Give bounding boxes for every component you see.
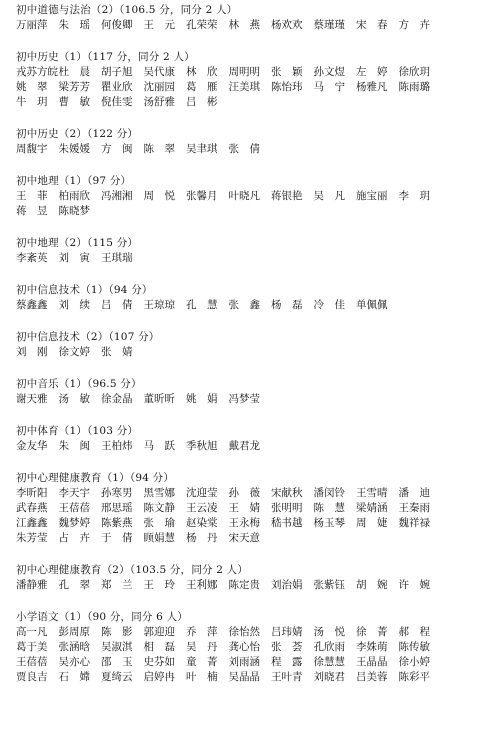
candidate-name: 刘 续 <box>58 299 90 311</box>
candidate-name: 单佩佩 <box>356 299 388 311</box>
candidate-name: 张紫钰 <box>313 579 345 591</box>
name-row <box>16 625 472 640</box>
section-heading: 初中体育（1）（103 分） <box>16 425 139 437</box>
candidate-name: 武春燕 <box>16 502 48 514</box>
candidate-name: 吕 倩 <box>101 299 133 311</box>
candidate-name: 戎苏方皖 <box>16 66 58 78</box>
candidate-name: 赵染棠 <box>186 517 218 529</box>
score-section <box>16 377 472 407</box>
section-heading: 小学语文（1）（90 分，同分 6 人） <box>16 611 188 623</box>
name-list <box>16 251 472 266</box>
candidate-name: 施宝丽 <box>356 190 388 202</box>
candidate-name: 陈 影 <box>101 626 133 638</box>
candidate-name: 吴淑淇 <box>101 641 133 653</box>
candidate-name: 杨 磊 <box>271 299 303 311</box>
candidate-name: 蒋 昱 <box>16 205 48 217</box>
candidate-name: 何俊卿 <box>101 19 133 31</box>
candidate-name: 徐文婷 <box>58 346 90 358</box>
candidate-name: 杨雅凡 <box>356 81 388 93</box>
candidate-name: 童 菁 <box>186 656 218 668</box>
candidate-name: 王 婧 <box>228 502 260 514</box>
candidate-name: 王云凌 <box>186 502 218 514</box>
candidate-name: 方 闽 <box>101 143 133 155</box>
score-section <box>16 471 472 546</box>
candidate-name: 周 婕 <box>356 517 388 529</box>
name-row <box>16 655 472 670</box>
candidate-name: 李昕阳 <box>16 487 48 499</box>
candidate-name: 葛于美 <box>16 641 48 653</box>
candidate-name: 瞿业欣 <box>101 81 133 93</box>
score-section <box>16 236 472 266</box>
candidate-name: 吴聿琪 <box>186 143 218 155</box>
candidate-name: 魏祥禄 <box>398 517 430 529</box>
candidate-name: 冷 佳 <box>313 299 345 311</box>
candidate-name: 于 倩 <box>101 532 133 544</box>
candidate-name: 陈彩平 <box>398 671 430 683</box>
candidate-name: 王琪瑞 <box>101 252 133 264</box>
name-row <box>16 439 472 454</box>
name-row <box>16 501 472 516</box>
candidate-name: 孙寒男 <box>101 487 133 499</box>
candidate-name: 启婷冉 <box>143 671 175 683</box>
candidate-name: 陈晓梦 <box>58 205 90 217</box>
score-section <box>16 283 472 313</box>
candidate-name: 李姝萌 <box>356 641 388 653</box>
candidate-name: 吴晶晶 <box>228 671 260 683</box>
candidate-name: 陈定贵 <box>228 579 260 591</box>
name-row <box>16 578 472 593</box>
candidate-name: 李天宇 <box>58 487 90 499</box>
candidate-name: 张馨月 <box>186 190 218 202</box>
name-list <box>16 578 472 593</box>
candidate-name: 宋天意 <box>228 532 260 544</box>
name-row <box>16 189 472 204</box>
candidate-name: 王 元 <box>143 19 175 31</box>
candidate-name: 潘静雅 <box>16 579 48 591</box>
candidate-name: 王蓓蓓 <box>16 656 48 668</box>
candidate-name: 左 婷 <box>356 66 388 78</box>
name-list <box>16 298 472 313</box>
candidate-name: 倪佳雯 <box>101 96 133 108</box>
candidate-name: 董昕昕 <box>143 393 175 405</box>
candidate-name: 胡 婉 <box>356 579 388 591</box>
score-section <box>16 424 472 454</box>
candidate-name: 蔡瑾瑾 <box>313 19 345 31</box>
candidate-name: 张 荟 <box>271 641 303 653</box>
candidate-name: 杨玉琴 <box>313 517 345 529</box>
candidate-name: 汤 悦 <box>313 626 345 638</box>
candidate-name: 孔 翠 <box>58 579 90 591</box>
candidate-name: 贾良吉 <box>16 671 48 683</box>
section-heading: 初中地理（2）（115 分） <box>16 237 139 249</box>
name-row <box>16 516 472 531</box>
candidate-name: 朱芳莹 <box>16 532 48 544</box>
candidate-name: 马 宁 <box>313 81 345 93</box>
candidate-name: 沈丽园 <box>143 81 175 93</box>
candidate-name: 刘雨涵 <box>228 656 260 668</box>
candidate-name: 孙文煜 <box>313 66 345 78</box>
candidate-name: 邢思瑶 <box>101 502 133 514</box>
section-heading: 初中道德与法治（2）（106.5 分，同分 2 人） <box>16 4 238 16</box>
name-list <box>16 486 472 546</box>
candidate-name: 朱 闽 <box>58 440 90 452</box>
candidate-name: 黑雪娜 <box>143 487 175 499</box>
candidate-name: 方 卉 <box>398 19 430 31</box>
candidate-name: 乔 萍 <box>186 626 218 638</box>
candidate-name: 刘 寅 <box>58 252 90 264</box>
candidate-name: 姚 娟 <box>186 393 218 405</box>
section-heading: 初中心理健康教育（1）（94 分） <box>16 472 175 484</box>
candidate-name: 戴君龙 <box>228 440 260 452</box>
candidate-name: 汤舒雅 <box>143 96 175 108</box>
candidate-name: 刘晓君 <box>313 671 345 683</box>
candidate-name: 邵 玉 <box>101 656 133 668</box>
candidate-name: 汤 敏 <box>58 393 90 405</box>
candidate-name: 王柏炜 <box>101 440 133 452</box>
candidate-name: 吴 凡 <box>313 190 345 202</box>
name-row <box>16 142 472 157</box>
candidate-name: 石 嫦 <box>58 671 90 683</box>
candidate-name: 刘治娟 <box>271 579 303 591</box>
section-heading: 初中历史（2）（122 分） <box>16 128 139 140</box>
candidate-name: 沈迎莹 <box>186 487 218 499</box>
candidate-name: 周馥宇 <box>16 143 48 155</box>
candidate-name: 吴亦心 <box>58 656 90 668</box>
candidate-name: 王琼琼 <box>143 299 175 311</box>
name-row <box>16 392 472 407</box>
candidate-name: 曹 敏 <box>58 96 90 108</box>
candidate-name: 孔荣荣 <box>186 19 218 31</box>
candidate-name: 张明明 <box>271 502 303 514</box>
name-list <box>16 65 472 110</box>
score-section <box>16 3 472 33</box>
candidate-name: 宋献秋 <box>271 487 303 499</box>
candidate-name: 周明明 <box>228 66 260 78</box>
candidate-name: 吕美蓉 <box>356 671 388 683</box>
candidate-name: 孙 薇 <box>228 487 260 499</box>
candidate-name: 宋 春 <box>356 19 388 31</box>
candidate-name: 林 欣 <box>186 66 218 78</box>
candidate-name: 陈传敏 <box>398 641 430 653</box>
candidate-name: 冯梦莹 <box>228 393 260 405</box>
candidate-name: 周 悦 <box>143 190 175 202</box>
candidate-name: 陈紫燕 <box>101 517 133 529</box>
candidate-name: 占 卉 <box>58 532 90 544</box>
candidate-name: 彭周原 <box>58 626 90 638</box>
name-list <box>16 625 472 685</box>
candidate-name: 李 玥 <box>398 190 430 202</box>
candidate-name: 朱媛媛 <box>58 143 90 155</box>
candidate-name: 王永梅 <box>228 517 260 529</box>
name-list <box>16 189 472 219</box>
candidate-name: 许 婉 <box>398 579 430 591</box>
candidate-name: 张 鑫 <box>228 299 260 311</box>
name-row <box>16 80 472 95</box>
candidate-name: 王蓓蓓 <box>58 502 90 514</box>
candidate-name: 吴 丹 <box>186 641 218 653</box>
score-section <box>16 50 472 110</box>
candidate-name: 柏雨欣 <box>58 190 90 202</box>
candidate-name: 王叶青 <box>271 671 303 683</box>
name-list <box>16 142 472 157</box>
candidate-name: 叶晓凡 <box>228 190 260 202</box>
candidate-name: 梁芳芳 <box>58 81 90 93</box>
candidate-name: 徐欣玥 <box>398 66 430 78</box>
candidate-name: 江鑫鑫 <box>16 517 48 529</box>
candidate-name: 张 婧 <box>101 346 133 358</box>
candidate-name: 杨 丹 <box>186 532 218 544</box>
candidate-name: 杨欢欢 <box>271 19 303 31</box>
candidate-name: 金友华 <box>16 440 48 452</box>
section-heading: 初中历史（1）（117 分，同分 2 人） <box>16 51 195 63</box>
name-list <box>16 439 472 454</box>
candidate-name: 季秋旭 <box>186 440 218 452</box>
candidate-name: 王利娜 <box>186 579 218 591</box>
candidate-name: 张 瑜 <box>143 517 175 529</box>
name-list <box>16 345 472 360</box>
name-row <box>16 18 472 33</box>
name-row <box>16 640 472 655</box>
candidate-name: 吕 彬 <box>186 96 218 108</box>
score-section <box>16 610 472 685</box>
candidate-name: 潘闵铃 <box>313 487 345 499</box>
score-section <box>16 563 472 593</box>
candidate-name: 李紊英 <box>16 252 48 264</box>
candidate-name: 陈 翠 <box>143 143 175 155</box>
candidate-name: 王雪晴 <box>356 487 388 499</box>
candidate-name: 陈文静 <box>143 502 175 514</box>
score-section <box>16 127 472 157</box>
section-heading: 初中地理（1）（97 分） <box>16 175 132 187</box>
name-row <box>16 670 472 685</box>
candidate-name: 王 玲 <box>143 579 175 591</box>
name-row <box>16 298 472 313</box>
candidate-name: 林 燕 <box>228 19 260 31</box>
candidate-name: 叶 楠 <box>186 671 218 683</box>
candidate-name: 龚心怡 <box>228 641 260 653</box>
candidate-name: 王秦雨 <box>398 502 430 514</box>
candidate-name: 胡子旭 <box>101 66 133 78</box>
candidate-name: 葛 雁 <box>186 81 218 93</box>
candidate-name: 顾娟慧 <box>143 532 175 544</box>
candidate-name: 郑 兰 <box>101 579 133 591</box>
candidate-name: 刘 刚 <box>16 346 48 358</box>
section-heading: 初中信息技术（1）（94 分） <box>16 284 153 296</box>
name-row <box>16 95 472 110</box>
section-heading: 初中信息技术（2）（107 分） <box>16 331 160 343</box>
candidate-name: 高一凡 <box>16 626 48 638</box>
name-list <box>16 18 472 33</box>
candidate-name: 陈 慧 <box>313 502 345 514</box>
candidate-name: 陈雨璐 <box>398 81 430 93</box>
candidate-name: 张 倩 <box>228 143 260 155</box>
name-row <box>16 531 472 546</box>
section-heading: 初中心理健康教育（2）（103.5 分，同分 2 人） <box>16 564 249 576</box>
candidate-name: 魏梦婷 <box>58 517 90 529</box>
candidate-name: 王 菲 <box>16 190 48 202</box>
section-heading: 初中音乐（1）（96.5 分） <box>16 378 142 390</box>
candidate-name: 嵇书越 <box>271 517 303 529</box>
name-row <box>16 65 472 80</box>
candidate-name: 梁婧涵 <box>356 502 388 514</box>
candidate-name: 蒋银艳 <box>271 190 303 202</box>
candidate-name: 吴代康 <box>143 66 175 78</box>
name-list <box>16 392 472 407</box>
candidate-name: 万丽萍 <box>16 19 48 31</box>
candidate-name: 王晶晶 <box>356 656 388 668</box>
candidate-name: 潘 迪 <box>398 487 430 499</box>
candidate-name: 徐 菁 <box>356 626 388 638</box>
candidate-name: 徐小婷 <box>398 656 430 668</box>
candidate-name: 吕玮婧 <box>271 626 303 638</box>
candidate-name: 徐金晶 <box>101 393 133 405</box>
candidate-name: 汪美琪 <box>228 81 260 93</box>
candidate-name: 马 跃 <box>143 440 175 452</box>
candidate-name: 牛 玥 <box>16 96 48 108</box>
candidate-name: 相 磊 <box>143 641 175 653</box>
candidate-name: 孔 慧 <box>186 299 218 311</box>
score-section <box>16 174 472 219</box>
candidate-name: 徐慧慧 <box>313 656 345 668</box>
candidate-name: 谢天雅 <box>16 393 48 405</box>
name-row <box>16 345 472 360</box>
name-row <box>16 251 472 266</box>
candidate-name: 孔欣雨 <box>313 641 345 653</box>
candidate-name: 徐怡然 <box>228 626 260 638</box>
candidate-name: 郝 程 <box>398 626 430 638</box>
candidate-name: 史芬如 <box>143 656 175 668</box>
candidate-name: 郭迎迎 <box>143 626 175 638</box>
candidate-name: 夏绮云 <box>101 671 133 683</box>
candidate-name: 姚 翠 <box>16 81 48 93</box>
name-row <box>16 486 472 501</box>
candidate-name: 陈怡玮 <box>271 81 303 93</box>
candidate-name: 蔡鑫鑫 <box>16 299 48 311</box>
candidate-name: 冯湘湘 <box>101 190 133 202</box>
candidate-name: 张涵晗 <box>58 641 90 653</box>
candidate-name: 杜 晨 <box>58 66 90 78</box>
candidate-name: 程 露 <box>271 656 303 668</box>
name-row <box>16 204 472 219</box>
candidate-name: 朱 瑶 <box>58 19 90 31</box>
score-section <box>16 330 472 360</box>
candidate-name: 张 颖 <box>271 66 303 78</box>
